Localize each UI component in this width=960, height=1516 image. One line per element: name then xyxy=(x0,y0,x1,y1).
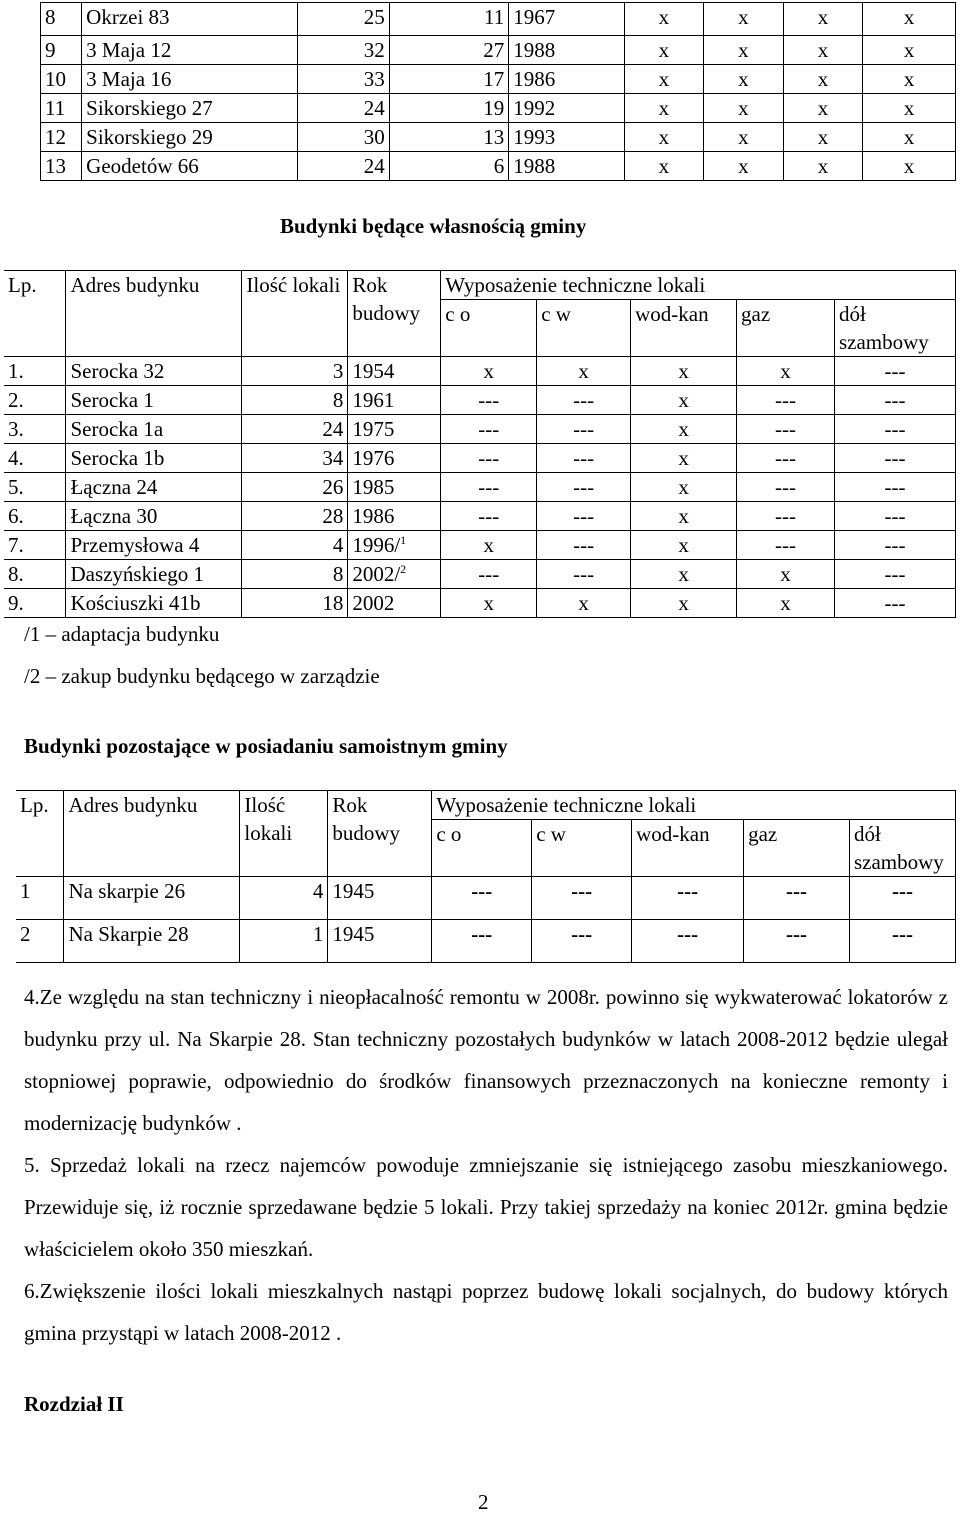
cell-gaz: --- xyxy=(737,415,835,444)
footnote-ref: 2 xyxy=(400,562,407,576)
cell-gaz: --- xyxy=(737,531,835,560)
possessed-buildings-table xyxy=(16,790,956,963)
table-cell: 30 xyxy=(298,123,390,152)
chapter-heading: Rozdział II xyxy=(24,1392,124,1416)
table-cell: 9 xyxy=(41,36,82,65)
table-cell: x xyxy=(624,3,704,36)
cell-rok xyxy=(348,531,441,560)
cell-ilosc: 28 xyxy=(242,502,348,531)
cell-adres: Serocka 1a xyxy=(66,415,242,444)
header-dol: dół szambowy xyxy=(834,300,955,357)
cell-ilosc: 18 xyxy=(242,589,348,618)
table-cell: x xyxy=(704,152,784,181)
header-address: Adres budynku xyxy=(66,271,242,357)
table-cell: 32 xyxy=(298,36,390,65)
table-cell: x xyxy=(863,3,956,36)
table-cell: 24 xyxy=(298,94,390,123)
cell-rok xyxy=(348,473,441,502)
table-cell: 25 xyxy=(298,3,390,36)
table-row xyxy=(4,473,956,502)
table-cell: Okrzei 83 xyxy=(82,3,298,36)
header-cw: c w xyxy=(532,820,632,877)
cell-ilosc: 24 xyxy=(242,415,348,444)
table-cell: 1988 xyxy=(509,152,624,181)
cell-ilosc: 4 xyxy=(240,877,328,920)
cell-dol: --- xyxy=(834,502,955,531)
cell-wodkan: x xyxy=(631,357,737,386)
table-continuation xyxy=(40,2,956,181)
cell-gaz: x xyxy=(737,589,835,618)
cell-wodkan: x xyxy=(631,473,737,502)
cell-co: --- xyxy=(441,444,537,473)
cell-dol: --- xyxy=(834,415,955,444)
cell-co: --- xyxy=(441,415,537,444)
header-lp: Lp. xyxy=(4,271,66,357)
table-cell: 8 xyxy=(41,3,82,36)
cell-adres: Łączna 24 xyxy=(66,473,242,502)
cell-dol: --- xyxy=(834,531,955,560)
header-equipment: Wyposażenie techniczne lokali xyxy=(432,791,956,820)
cell-dol: --- xyxy=(834,357,955,386)
cell-rok: 1945 xyxy=(328,877,432,920)
table-cell: x xyxy=(863,152,956,181)
table-cell: 13 xyxy=(389,123,508,152)
year-value: 1996/ xyxy=(352,533,401,557)
cell-adres: Na skarpie 26 xyxy=(64,877,240,920)
cell-lp: 3. xyxy=(4,415,66,444)
cell-wodkan: --- xyxy=(632,877,744,920)
table-cell: x xyxy=(863,36,956,65)
section1-title: Budynki będące własnością gminy xyxy=(280,214,587,238)
table-row xyxy=(16,920,956,963)
cell-wodkan: --- xyxy=(632,920,744,963)
year-value: 1954 xyxy=(352,359,395,383)
cell-co: --- xyxy=(441,386,537,415)
year-value: 2002 xyxy=(352,591,395,615)
table-row xyxy=(41,123,956,152)
table-row xyxy=(41,3,956,36)
cell-co: x xyxy=(441,357,537,386)
cell-gaz: --- xyxy=(737,386,835,415)
table-cell: Sikorskiego 27 xyxy=(82,94,298,123)
cell-rok xyxy=(348,415,441,444)
table-cell: x xyxy=(704,65,784,94)
year-value: 1986 xyxy=(352,504,395,528)
footnote-2: /2 – zakup budynku będącego w zarządzie xyxy=(24,664,380,688)
cell-ilosc: 26 xyxy=(242,473,348,502)
cell-gaz: --- xyxy=(737,502,835,531)
header-dol: dół szambowy xyxy=(849,820,955,877)
year-value: 1975 xyxy=(352,417,395,441)
table-row xyxy=(4,444,956,473)
table-row xyxy=(4,531,956,560)
table-cell: 1988 xyxy=(509,36,624,65)
header-co: c o xyxy=(441,300,537,357)
table-cell: x xyxy=(704,36,784,65)
table-row xyxy=(41,94,956,123)
header-wodkan: wod-kan xyxy=(631,300,737,357)
cell-ilosc: 1 xyxy=(240,920,328,963)
table-cell: x xyxy=(783,123,863,152)
table-row xyxy=(4,415,956,444)
table-row xyxy=(4,502,956,531)
table-cell: Sikorskiego 29 xyxy=(82,123,298,152)
header-co: c o xyxy=(432,820,532,877)
cell-rok xyxy=(348,444,441,473)
cell-ilosc: 8 xyxy=(242,386,348,415)
table-cell: x xyxy=(783,94,863,123)
municipal-buildings-table xyxy=(4,270,956,618)
cell-cw: --- xyxy=(532,920,632,963)
section2-title: Budynki pozostające w posiadaniu samoistnym gminy xyxy=(24,734,508,758)
cell-lp: 7. xyxy=(4,531,66,560)
table-cell: 1992 xyxy=(509,94,624,123)
table-cell: 24 xyxy=(298,152,390,181)
cell-adres: Daszyńskiego 1 xyxy=(66,560,242,589)
cell-dol: --- xyxy=(849,920,955,963)
cell-co: --- xyxy=(432,920,532,963)
cell-cw: --- xyxy=(537,473,631,502)
cell-adres: Przemysłowa 4 xyxy=(66,531,242,560)
table-cell: 33 xyxy=(298,65,390,94)
table-cell: 1986 xyxy=(509,65,624,94)
footnote-ref: 1 xyxy=(400,533,407,547)
cell-rok xyxy=(348,386,441,415)
table-row xyxy=(4,357,956,386)
table-cell: 13 xyxy=(41,152,82,181)
cell-co: --- xyxy=(432,877,532,920)
cell-wodkan: x xyxy=(631,444,737,473)
table-cell: 6 xyxy=(389,152,508,181)
cell-co: --- xyxy=(441,560,537,589)
cell-ilosc: 3 xyxy=(242,357,348,386)
cell-lp: 9. xyxy=(4,589,66,618)
cell-lp: 6. xyxy=(4,502,66,531)
table-row xyxy=(41,36,956,65)
cell-wodkan: x xyxy=(631,386,737,415)
table-cell: x xyxy=(624,123,704,152)
cell-ilosc: 34 xyxy=(242,444,348,473)
table-cell: x xyxy=(704,3,784,36)
header-count: Ilość lokali xyxy=(242,271,348,357)
table-cell: x xyxy=(624,36,704,65)
cell-gaz: --- xyxy=(744,877,850,920)
cell-rok xyxy=(348,357,441,386)
header-year: Rok budowy xyxy=(328,791,432,877)
table-cell: 19 xyxy=(389,94,508,123)
table-cell: x xyxy=(624,65,704,94)
table-cell: x xyxy=(704,94,784,123)
header-lp: Lp. xyxy=(16,791,64,877)
table-cell: x xyxy=(783,3,863,36)
table-cell: 17 xyxy=(389,65,508,94)
cell-ilosc: 8 xyxy=(242,560,348,589)
cell-wodkan: x xyxy=(631,589,737,618)
cell-dol: --- xyxy=(834,444,955,473)
cell-lp: 8. xyxy=(4,560,66,589)
table-cell: x xyxy=(783,36,863,65)
header-cw: c w xyxy=(537,300,631,357)
cell-co: x xyxy=(441,589,537,618)
table-cell: x xyxy=(624,94,704,123)
cell-dol: --- xyxy=(834,386,955,415)
table-cell: 1967 xyxy=(509,3,624,36)
cell-rok xyxy=(348,502,441,531)
cell-lp: 1 xyxy=(16,877,64,920)
cell-lp: 1. xyxy=(4,357,66,386)
table-row xyxy=(41,65,956,94)
cell-adres: Serocka 32 xyxy=(66,357,242,386)
header-year: Rok budowy xyxy=(348,271,441,357)
header-count: Ilość lokali xyxy=(240,791,328,877)
cell-cw: --- xyxy=(537,444,631,473)
header-wodkan: wod-kan xyxy=(632,820,744,877)
cell-adres: Łączna 30 xyxy=(66,502,242,531)
year-value: 2002/ xyxy=(352,562,401,586)
table-cell: x xyxy=(863,94,956,123)
cell-co: --- xyxy=(441,473,537,502)
cell-gaz: x xyxy=(737,560,835,589)
year-value: 1985 xyxy=(352,475,395,499)
table-cell: Geodetów 66 xyxy=(82,152,298,181)
cell-cw: --- xyxy=(537,415,631,444)
cell-lp: 5. xyxy=(4,473,66,502)
table-cell: 1993 xyxy=(509,123,624,152)
cell-cw: x xyxy=(537,357,631,386)
year-value: 1976 xyxy=(352,446,395,470)
page-number: 2 xyxy=(478,1490,489,1514)
cell-ilosc: 4 xyxy=(242,531,348,560)
cell-gaz: --- xyxy=(737,444,835,473)
header-gaz: gaz xyxy=(737,300,835,357)
paragraph-5: 5. Sprzedaż lokali na rzecz najemców powoduje zmniejszanie się istniejącego zasobu mieszkaniowego. Przewiduje się, iż rocznie sprzedawane będzie 5 lokali. Przy takiej sprzedaży na koniec 2012r. gmina będzie właścicielem około 350 mieszkań. xyxy=(24,1153,948,1261)
footnote-1: /1 – adaptacja budynku xyxy=(24,622,220,646)
cell-dol: --- xyxy=(834,589,955,618)
table-row xyxy=(16,877,956,920)
cell-dol: --- xyxy=(849,877,955,920)
header-gaz: gaz xyxy=(744,820,850,877)
table-cell: 12 xyxy=(41,123,82,152)
table-cell: x xyxy=(624,152,704,181)
cell-lp: 4. xyxy=(4,444,66,473)
year-value: 1961 xyxy=(352,388,395,412)
cell-rok: 1945 xyxy=(328,920,432,963)
cell-co: x xyxy=(441,531,537,560)
cell-co: --- xyxy=(441,502,537,531)
cell-wodkan: x xyxy=(631,560,737,589)
table-cell: x xyxy=(863,123,956,152)
cell-cw: --- xyxy=(537,531,631,560)
cell-wodkan: x xyxy=(631,531,737,560)
table-cell: x xyxy=(863,65,956,94)
table-cell: 3 Maja 12 xyxy=(82,36,298,65)
header-address: Adres budynku xyxy=(64,791,240,877)
cell-adres: Serocka 1b xyxy=(66,444,242,473)
table-cell: x xyxy=(783,152,863,181)
cell-cw: --- xyxy=(532,877,632,920)
table-cell: 27 xyxy=(389,36,508,65)
cell-lp: 2. xyxy=(4,386,66,415)
cell-lp: 2 xyxy=(16,920,64,963)
cell-dol: --- xyxy=(834,560,955,589)
cell-wodkan: x xyxy=(631,415,737,444)
body-text xyxy=(24,976,948,1354)
cell-rok xyxy=(348,589,441,618)
cell-gaz: x xyxy=(737,357,835,386)
paragraph-6: 6.Zwiększenie ilości lokali mieszkalnych nastąpi poprzez budowę lokali socjalnych, do budowy których gmina przystąpi w latach 2008-2012 . xyxy=(24,1279,948,1345)
table-cell: 11 xyxy=(389,3,508,36)
table-row xyxy=(41,152,956,181)
cell-gaz: --- xyxy=(737,473,835,502)
cell-gaz: --- xyxy=(744,920,850,963)
paragraph-4: 4.Ze względu na stan techniczny i nieopłacalność remontu w 2008r. powinno się wykwaterować lokatorów z budynku przy ul. Na Skarpie 28. Stan techniczny pozostałych budynków w latach 2008-2012 będzie ulegał stopniowej poprawie, odpowiednio do środków finansowych przeznaczonych na konieczne remonty i modernizację budynków . xyxy=(24,985,948,1135)
table-row xyxy=(4,589,956,618)
cell-adres: Kościuszki 41b xyxy=(66,589,242,618)
cell-adres: Na Skarpie 28 xyxy=(64,920,240,963)
table-cell: x xyxy=(783,65,863,94)
table-cell: 11 xyxy=(41,94,82,123)
table-cell: x xyxy=(704,123,784,152)
table-cell: 10 xyxy=(41,65,82,94)
cell-dol: --- xyxy=(834,473,955,502)
table-row xyxy=(4,386,956,415)
table-row xyxy=(4,560,956,589)
header-equipment: Wyposażenie techniczne lokali xyxy=(441,271,956,300)
cell-cw: x xyxy=(537,589,631,618)
cell-cw: --- xyxy=(537,386,631,415)
cell-cw: --- xyxy=(537,560,631,589)
cell-wodkan: x xyxy=(631,502,737,531)
cell-adres: Serocka 1 xyxy=(66,386,242,415)
cell-cw: --- xyxy=(537,502,631,531)
cell-rok xyxy=(348,560,441,589)
table-cell: 3 Maja 16 xyxy=(82,65,298,94)
